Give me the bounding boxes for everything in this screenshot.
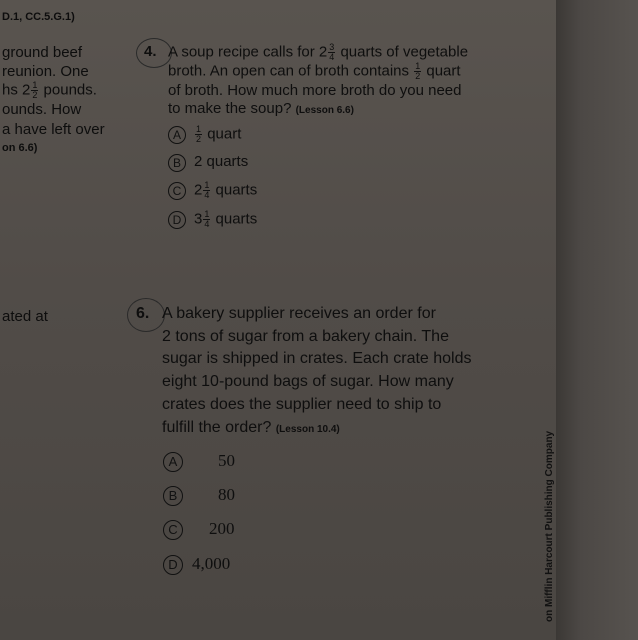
q4-line-2b: quart — [426, 62, 461, 80]
left-line-5: a have left over — [2, 121, 105, 138]
q6-option-b-value: 80 — [218, 485, 235, 504]
q4-line-1b: quarts of vegetable — [340, 43, 469, 61]
q4-option-b-text: 2 quarts — [194, 153, 249, 170]
q6-line-6-text: fulfill the order? — [162, 419, 272, 436]
q6-option-b-bubble[interactable]: B — [163, 486, 183, 506]
q4-option-d-den: 4 — [204, 219, 210, 229]
q4-option-d-bubble[interactable]: D — [168, 211, 186, 229]
left-line-1: ground beef — [2, 44, 83, 61]
q4-option-b-bubble[interactable]: B — [168, 154, 186, 172]
q6-option-c-value: 200 — [209, 519, 235, 538]
q4-option-a-label: quart — [207, 125, 242, 143]
q4-option-a-bubble[interactable]: A — [168, 126, 186, 144]
left-line-3 — [2, 81, 97, 100]
q4-option-c-whole: 2 — [194, 181, 203, 199]
left-frac-den: 2 — [32, 90, 38, 100]
q4-frac-1-num: 3 — [329, 42, 335, 52]
q4-line-2a: broth. An open can of broth contains — [168, 62, 410, 80]
q6-line-3: sugar is shipped in crates. Each crate holds — [162, 350, 472, 367]
q6-number: 6. — [136, 305, 150, 322]
left-fraction — [31, 81, 38, 100]
q4-option-d-text — [194, 210, 257, 229]
q6-option-c-bubble[interactable]: C — [163, 520, 183, 540]
page-edge — [556, 0, 638, 640]
q4-option-d-num: 1 — [204, 209, 210, 219]
q4-option-d-frac — [203, 210, 210, 229]
q4-option-c-den: 4 — [204, 190, 210, 200]
q6-option-d-bubble[interactable]: D — [163, 555, 183, 575]
q4-line-3: of broth. How much more broth do you need — [168, 82, 462, 99]
q4-frac-2-num: 1 — [415, 61, 421, 71]
q4-option-c-text — [194, 181, 257, 200]
left-lesson: on 6.6) — [2, 142, 38, 154]
q6-option-d-value: 4,000 — [192, 554, 231, 573]
left-line-4: ounds. How — [2, 101, 82, 118]
q4-option-c-bubble[interactable]: C — [168, 182, 186, 200]
q4-frac-1-den: 4 — [329, 52, 335, 62]
left-frac-num: 1 — [32, 80, 38, 90]
q4-option-c-label: quarts — [215, 181, 258, 199]
q6-option-a-value: 50 — [218, 451, 235, 470]
left-line-2: reunion. One — [2, 63, 89, 80]
q4-option-a-frac — [195, 125, 202, 144]
left-lower: ated at — [2, 308, 48, 325]
q6-line-5: crates does the supplier need to ship to — [162, 396, 442, 413]
q6-line-2: 2 tons of sugar from a bakery chain. The — [162, 328, 449, 345]
q4-line-4-text: to make the soup? — [168, 100, 292, 117]
q4-line-4 — [168, 100, 354, 120]
q4-option-a-den: 2 — [196, 134, 202, 144]
q6-lesson: (Lesson 10.4) — [275, 424, 340, 435]
q6-line-1: A bakery supplier receives an order for — [162, 305, 436, 322]
q4-lesson: (Lesson 6.6) — [295, 105, 354, 116]
q4-option-d-whole: 3 — [194, 210, 203, 228]
q4-line-1 — [168, 43, 468, 62]
q4-option-c-num: 1 — [204, 180, 210, 190]
publisher-credit: on Mifflin Harcourt Publishing Company — [544, 430, 555, 622]
q6-line-6 — [162, 419, 340, 437]
standard-tag: D.1, CC.5.G.1) — [2, 11, 75, 23]
q4-number: 4. — [144, 43, 157, 60]
left-line-3-text: hs 2 — [2, 81, 31, 99]
q4-option-c-frac — [203, 181, 210, 200]
left-line-3b: pounds. — [43, 81, 97, 99]
q4-frac-2 — [414, 62, 421, 81]
q4-frac-1 — [328, 43, 335, 62]
q4-line-2 — [168, 62, 461, 81]
q6-option-a-bubble[interactable]: A — [163, 452, 183, 472]
q4-line-1a: A soup recipe calls for 2 — [168, 43, 328, 61]
q4-option-a-text — [194, 125, 241, 144]
q6-line-4: eight 10-pound bags of sugar. How many — [162, 373, 454, 390]
q4-frac-2-den: 2 — [415, 71, 421, 81]
q4-option-d-label: quarts — [215, 210, 258, 228]
q4-option-a-num: 1 — [196, 124, 202, 134]
